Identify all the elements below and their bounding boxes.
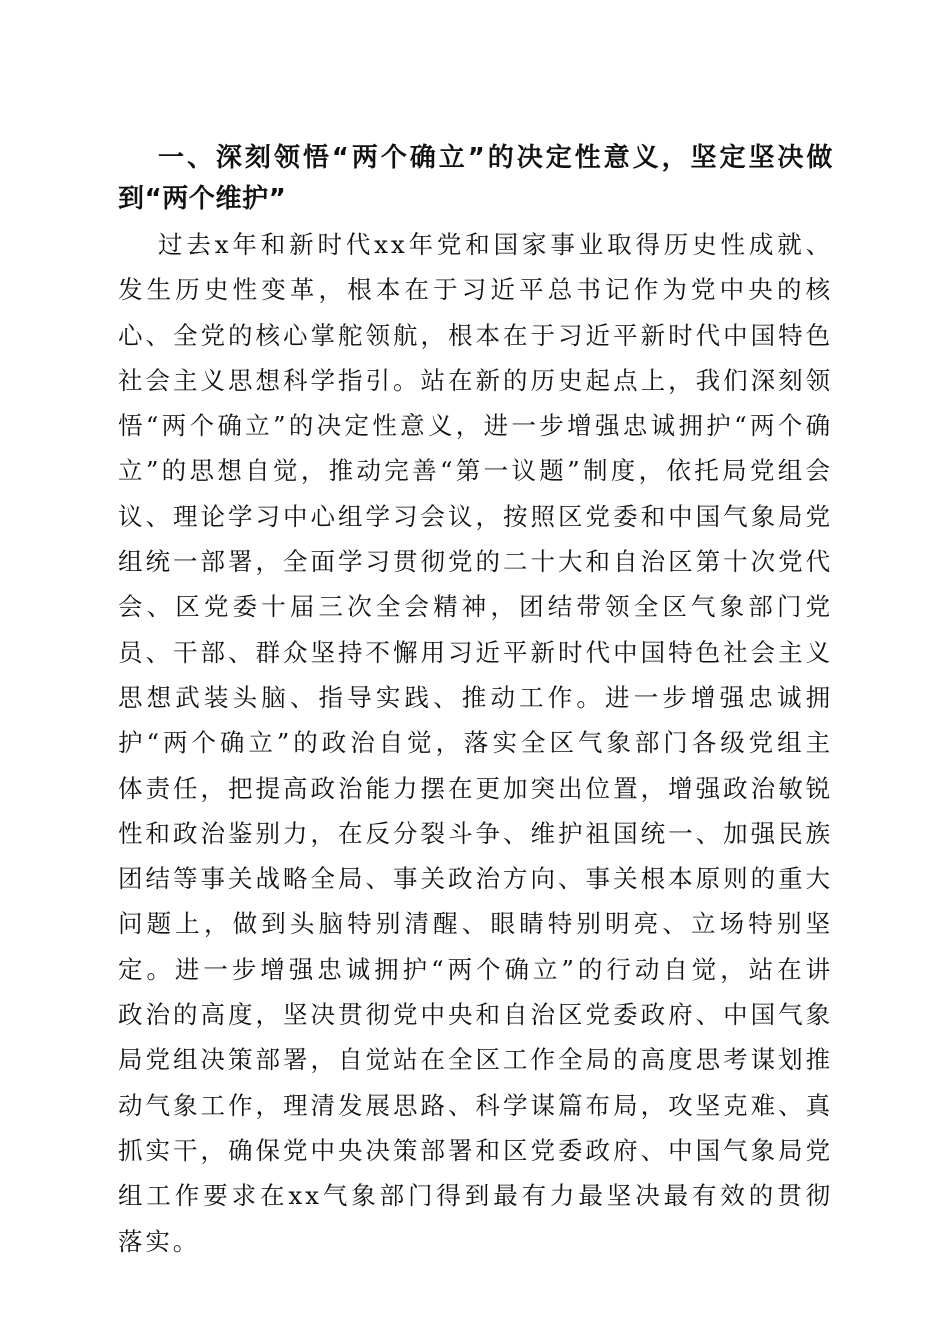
body-paragraph: 过去x年和新时代xx年党和国家事业取得历史性成就、发生历史性变革，根本在于习近平总书记作为党中央的核心、全党的核心掌舵领航，根本在于习近平新时代中国特色社会主义思想科学指引。站在新的历史起点上，我们深刻领悟“两个确立”的决定性意义，进一步增强忠诚拥护“两个确立”的思想自觉，推动完善“第一议题”制度，依托局党组会议、理论学习中心组学习会议，按照区党委和中国气象局党组统一部署，全面学习贯彻党的二十大和自治区第十次党代会、区党委十届三次全会精神，团结带领全区气象部门党员、干部、群众坚持不懈用习近平新时代中国特色社会主义思想武装头脑、指导实践、推动工作。进一步增强忠诚拥护“两个确立”的政治自觉，落实全区气象部门各级党组主体责任，把提高政治能力摆在更加突出位置，增强政治敏锐性和政治鉴别力，在反分裂斗争、维护祖国统一、加强民族团结等事关战略全局、事关政治方向、事关根本原则的重大问题上，做到头脑特别清醒、眼睛特别明亮、立场特别坚定。进一步增强忠诚拥护“两个确立”的行动自觉，站在讲政治的高度，坚决贯彻党中央和自治区党委政府、中国气象局党组决策部署，自觉站在全区工作全局的高度思考谋划推动气象工作，理清发展思路、科学谋篇布局，攻坚克难、真抓实干，确保党中央决策部署和区党委政府、中国气象局党组工作要求在xx气象部门得到最有力最坚决最有效的贯彻落实。: [118, 230, 833, 1256]
document-content: [118, 138, 833, 1264]
section-heading: 一、深刻领悟“两个确立”的决定性意义，坚定坚决做到“两个维护”: [118, 143, 833, 214]
